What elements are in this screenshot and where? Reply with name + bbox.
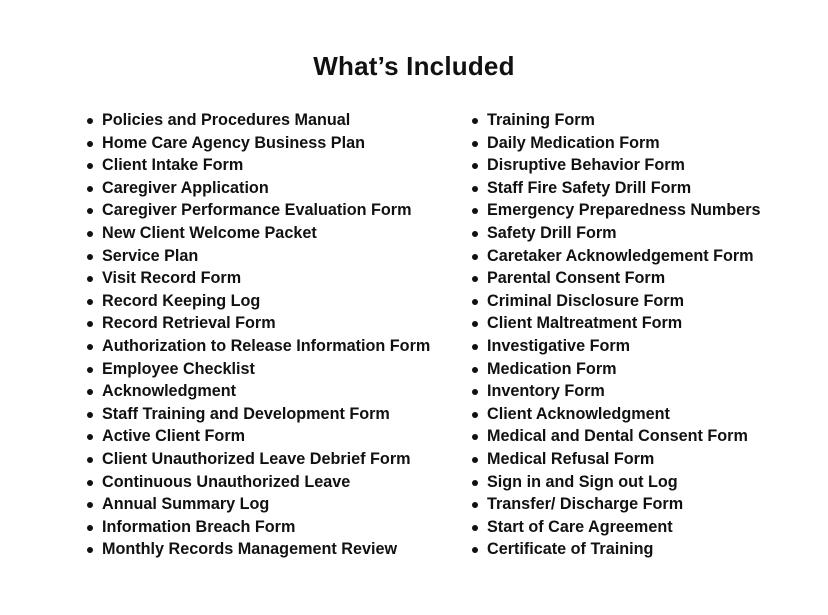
bullet-icon [87,186,93,192]
list-item-label: Information Breach Form [102,517,296,536]
list-item-label: Client Acknowledgment [487,404,670,423]
list-item [472,448,761,471]
bullet-icon [87,502,93,508]
list-item [87,358,430,381]
list-item-label: Emergency Preparedness Numbers [487,201,761,220]
bullet-icon [472,434,478,440]
list-item-label: Sign in and Sign out Log [487,472,678,491]
list-item [472,403,761,426]
list-item-label: Certificate of Training [487,540,654,559]
bullet-icon [472,186,478,192]
list-item [472,267,761,290]
list-item [87,245,430,268]
list-item [87,448,430,471]
list-item [87,425,430,448]
list-item-label: Record Retrieval Form [102,314,276,333]
bullet-icon [87,254,93,260]
bullet-icon [87,141,93,147]
list-item-label: Disruptive Behavior Form [487,156,685,175]
bullet-icon [472,480,478,486]
list-item-label: Client Maltreatment Form [487,314,683,333]
list-item-label: Monthly Records Management Review [102,540,398,559]
bullet-icon [87,525,93,531]
list-item [87,177,430,200]
bullet-icon [472,276,478,282]
list-item-label: Medical Refusal Form [487,449,655,468]
list-item-label: Medication Form [487,359,617,378]
bullet-icon [87,344,93,350]
list-item-label: Staff Fire Safety Drill Form [487,178,692,197]
list-item-label: Criminal Disclosure Form [487,291,685,310]
bullet-icon [87,480,93,486]
list-item [472,245,761,268]
list-item [472,380,761,403]
bullet-icon [472,321,478,327]
bullet-icon [472,457,478,463]
list-item [87,267,430,290]
list-item-label: Client Unauthorized Leave Debrief Form [102,449,411,468]
list-item [87,222,430,245]
list-item [472,358,761,381]
bullet-icon [87,547,93,553]
bullet-icon [472,163,478,169]
bullet-icon [87,457,93,463]
list-item [472,516,761,539]
list-item [87,471,430,494]
list-item-label: Transfer/ Discharge Form [487,495,684,514]
list-item-label: Annual Summary Log [102,495,270,514]
list-item-label: Caregiver Application [102,178,269,197]
list-item [472,109,761,132]
list-item [472,177,761,200]
list-item-label: New Client Welcome Packet [102,223,317,242]
list-item [87,109,430,132]
bullet-icon [87,321,93,327]
list-item-label: Acknowledgment [102,382,237,401]
list-item-label: Medical and Dental Consent Form [487,427,748,446]
list-item-label: Authorization to Release Information Form [102,336,431,355]
bullet-icon [87,208,93,214]
list-item [87,290,430,313]
list-item-label: Caretaker Acknowledgement Form [487,246,754,265]
bullet-icon [472,502,478,508]
list-item [472,538,761,561]
bullet-icon [87,163,93,169]
list-item-label: Continuous Unauthorized Leave [102,472,351,491]
list-item-label: Active Client Form [102,427,246,446]
bullet-icon [87,367,93,373]
bullet-icon [472,412,478,418]
list-item-label: Policies and Procedures Manual [102,111,351,129]
list-item-label: Training Form [487,111,595,129]
list-item [472,154,761,177]
bullet-icon [87,412,93,418]
list-item [87,538,430,561]
list-item-label: Home Care Agency Business Plan [102,133,365,152]
list-item-label: Visit Record Form [102,269,242,288]
list-item-label: Service Plan [102,246,199,265]
list-item [87,493,430,516]
list-item [472,199,761,222]
list-item-label: Safety Drill Form [487,223,617,242]
page-title: What’s Included [313,51,515,82]
bullet-icon [472,344,478,350]
bullet-icon [87,434,93,440]
list-item-label: Inventory Form [487,382,605,401]
list-item-label: Staff Training and Development Form [102,404,390,423]
list-item [472,290,761,313]
list-item [472,312,761,335]
list-item [472,335,761,358]
list-item-label: Caregiver Performance Evaluation Form [102,201,412,220]
bullet-icon [472,299,478,305]
bullet-icon [87,389,93,395]
list-item-label: Investigative Form [487,336,631,355]
list-item [472,493,761,516]
bullet-icon [87,299,93,305]
bullet-icon [472,208,478,214]
bullet-icon [472,389,478,395]
list-item [87,403,430,426]
bullet-icon [87,231,93,237]
list-item [472,471,761,494]
included-list-left [87,109,430,561]
list-item-label: Start of Care Agreement [487,517,673,536]
list-item-label: Daily Medication Form [487,133,660,152]
bullet-icon [472,118,478,124]
list-item [87,199,430,222]
bullet-icon [87,118,93,124]
list-item-label: Employee Checklist [102,359,255,378]
list-item [87,154,430,177]
list-item [472,425,761,448]
included-list-right [472,109,761,561]
list-item [87,380,430,403]
list-item-label: Parental Consent Form [487,269,666,288]
bullet-icon [472,367,478,373]
bullet-icon [472,547,478,553]
list-item [472,132,761,155]
list-item [472,222,761,245]
list-item-label: Record Keeping Log [102,291,261,310]
bullet-icon [87,276,93,282]
bullet-icon [472,231,478,237]
bullet-icon [472,141,478,147]
list-item [87,516,430,539]
bullet-icon [472,254,478,260]
list-item-label: Client Intake Form [102,156,244,175]
list-item [87,132,430,155]
list-item [87,312,430,335]
bullet-icon [472,525,478,531]
list-item [87,335,430,358]
